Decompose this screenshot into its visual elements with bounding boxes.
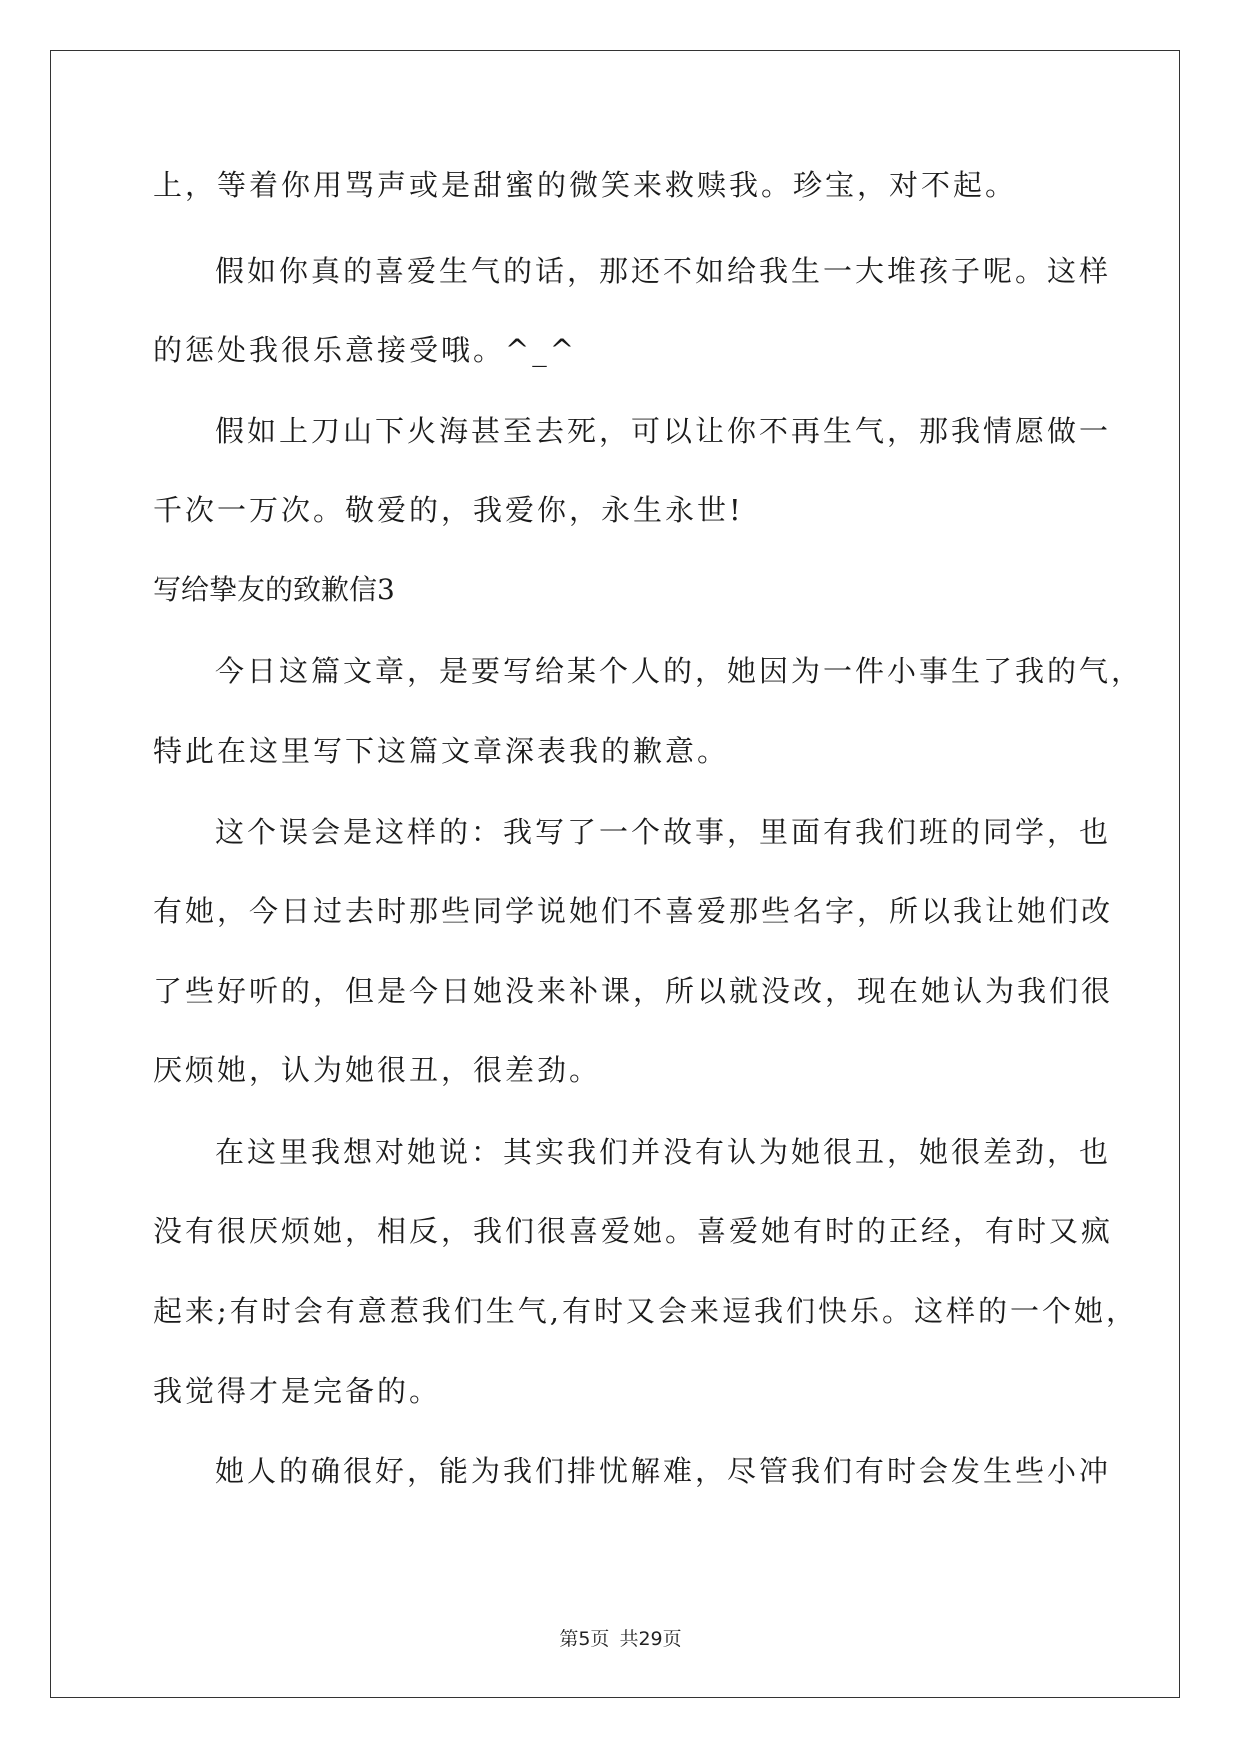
text-line: 在这里我想对她说：其实我们并没有认为她很丑，她很差劲，也 <box>215 1135 1112 1169</box>
text-line: 这个误会是这样的：我写了一个故事，里面有我们班的同学，也 <box>215 815 1112 849</box>
text-line: 今日这篇文章，是要写给某个人的，她因为一件小事生了我的气， <box>215 654 1144 688</box>
text-line: 假如你真的喜爱生气的话，那还不如给我生一大堆孩子呢。这样 <box>215 254 1112 288</box>
text-line: 的惩处我很乐意接受哦。^_^ <box>153 333 578 367</box>
page-number: 第5页 <box>559 1628 610 1650</box>
text-line: 没有很厌烦她，相反，我们很喜爱她。喜爱她有时的正经，有时又疯 <box>153 1214 1114 1248</box>
text-line: 了些好听的，但是今日她没来补课，所以就没改，现在她认为我们很 <box>153 974 1114 1008</box>
text-line: 千次一万次。敬爱的，我爱你，永生永世! <box>153 493 744 527</box>
page-footer <box>0 1624 1241 1651</box>
text-line: 假如上刀山下火海甚至去死，可以让你不再生气，那我情愿做一 <box>215 414 1112 448</box>
total-pages: 共29页 <box>619 1628 682 1650</box>
text-line: 她人的确很好，能为我们排忧解难，尽管我们有时会发生些小冲 <box>215 1454 1112 1488</box>
section-heading: 写给挚友的致歉信3 <box>153 573 395 606</box>
text-line: 特此在这里写下这篇文章深表我的歉意。 <box>153 734 730 768</box>
text-line: 起来;有时会有意惹我们生气,有时又会来逗我们快乐。这样的一个她， <box>153 1294 1138 1328</box>
text-line: 上，等着你用骂声或是甜蜜的微笑来救赎我。珍宝，对不起。 <box>153 168 1018 202</box>
text-line: 有她，今日过去时那些同学说她们不喜爱那些名字，所以我让她们改 <box>153 894 1114 928</box>
text-line: 厌烦她，认为她很丑，很差劲。 <box>153 1053 602 1087</box>
text-line: 我觉得才是完备的。 <box>153 1374 442 1408</box>
